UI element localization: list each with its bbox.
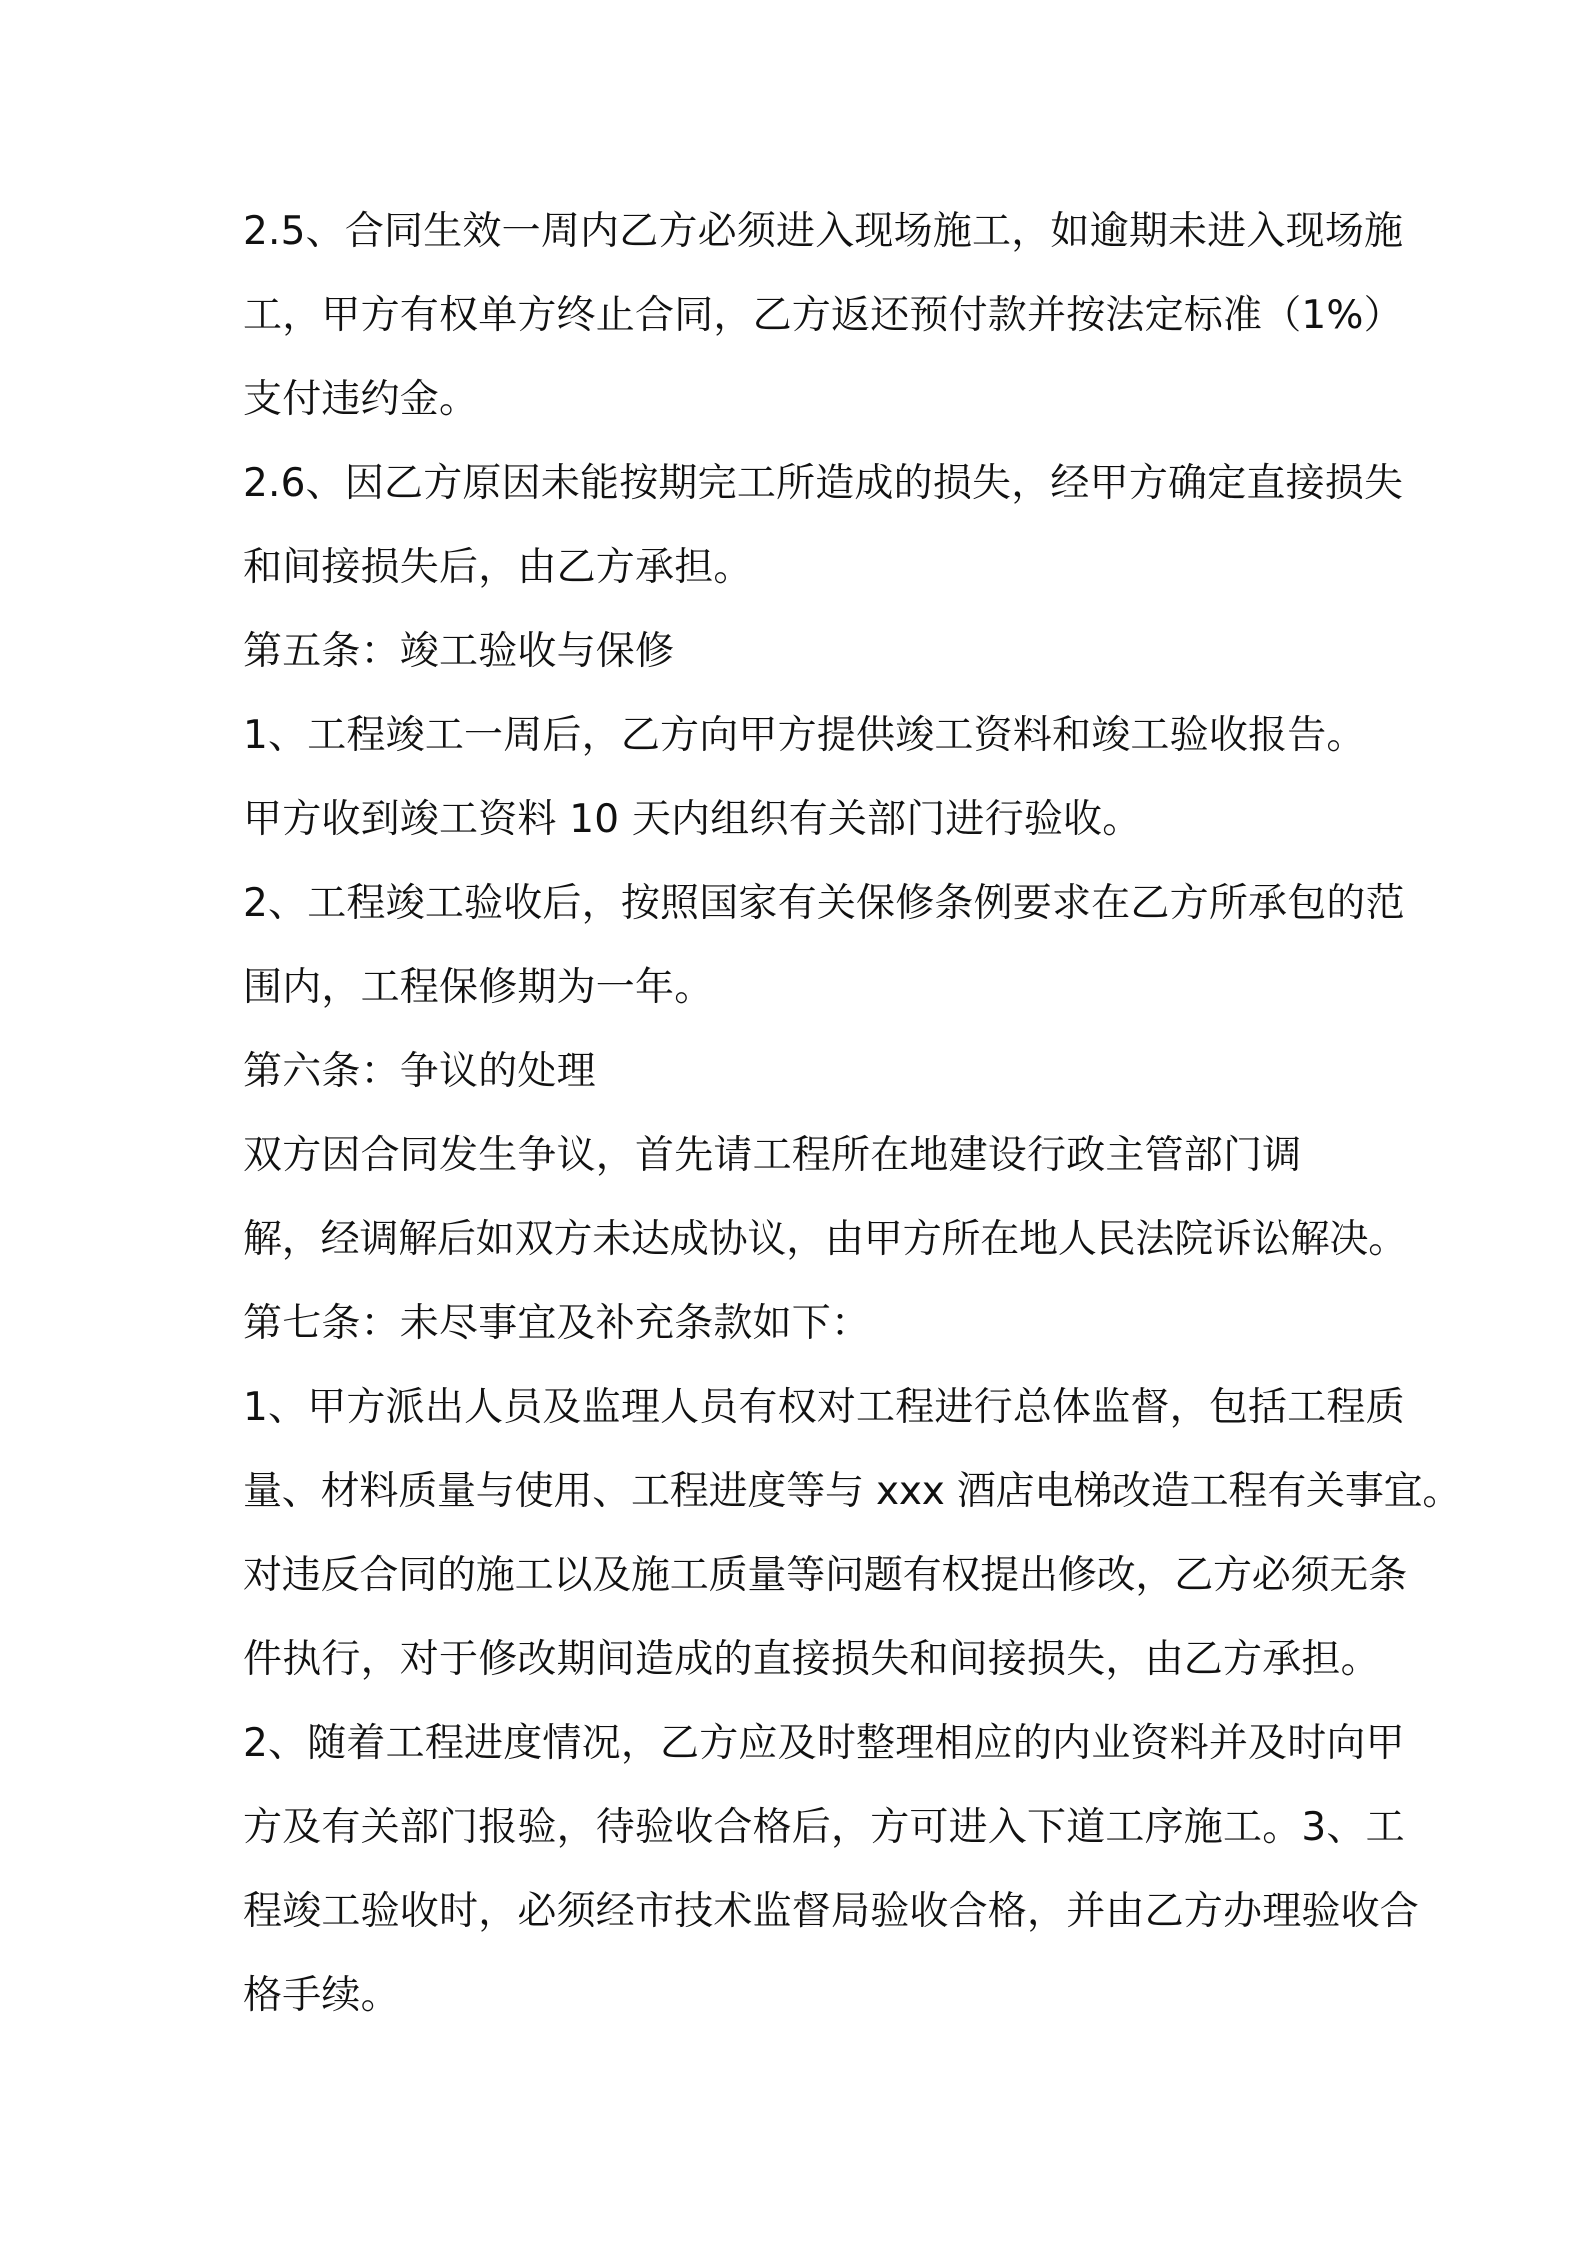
section-heading: 第七条：未尽事宜及补充条款如下：: [243, 1301, 871, 1346]
text-line: 方及有关部门报验，待验收合格后，方可进入下道工序施工。3、工: [243, 1805, 1405, 1850]
text-line: 围内，工程保修期为一年。: [243, 965, 714, 1010]
text-line: 程竣工验收时，必须经市技术监督局验收合格，并由乙方办理验收合: [243, 1889, 1420, 1934]
text-line: 2、工程竣工验收后，按照国家有关保修条例要求在乙方所承包的范: [243, 881, 1405, 926]
text-line: 支付违约金。: [243, 377, 479, 422]
text-line: 2.5、合同生效一周内乙方必须进入现场施工，如逾期未进入现场施: [243, 209, 1404, 254]
text-line: 2、随着工程进度情况，乙方应及时整理相应的内业资料并及时向甲: [243, 1721, 1405, 1766]
section-heading: 第六条：争议的处理: [243, 1049, 596, 1094]
document-content: [243, 190, 1462, 2038]
section-heading: 第五条：竣工验收与保修: [243, 629, 675, 674]
text-line: 2.6、因乙方原因未能按期完工所造成的损失，经甲方确定直接损失: [243, 461, 1404, 506]
text-line: 对违反合同的施工以及施工质量等问题有权提出修改，乙方必须无条: [243, 1553, 1408, 1598]
text-line: 解，经调解后如双方未达成协议，由甲方所在地人民法院诉讼解决。: [243, 1217, 1408, 1262]
text-line: 甲方收到竣工资料 10 天内组织有关部门进行验收。: [243, 797, 1142, 842]
text-line: 格手续。: [243, 1973, 400, 2018]
text-line: 双方因合同发生争议，首先请工程所在地建设行政主管部门调: [243, 1133, 1302, 1178]
text-line: 件执行，对于修改期间造成的直接损失和间接损失，由乙方承担。: [243, 1637, 1380, 1682]
text-line: 和间接损失后，由乙方承担。: [243, 545, 753, 590]
text-line: 1、工程竣工一周后，乙方向甲方提供竣工资料和竣工验收报告。: [243, 713, 1366, 758]
text-line: 工，甲方有权单方终止合同，乙方返还预付款并按法定标准（1%）: [243, 293, 1403, 338]
text-line: 量、材料质量与使用、工程进度等与 xxx 酒店电梯改造工程有关事宜。: [243, 1469, 1462, 1514]
text-line: 1、甲方派出人员及监理人员有权对工程进行总体监督，包括工程质: [243, 1385, 1405, 1430]
